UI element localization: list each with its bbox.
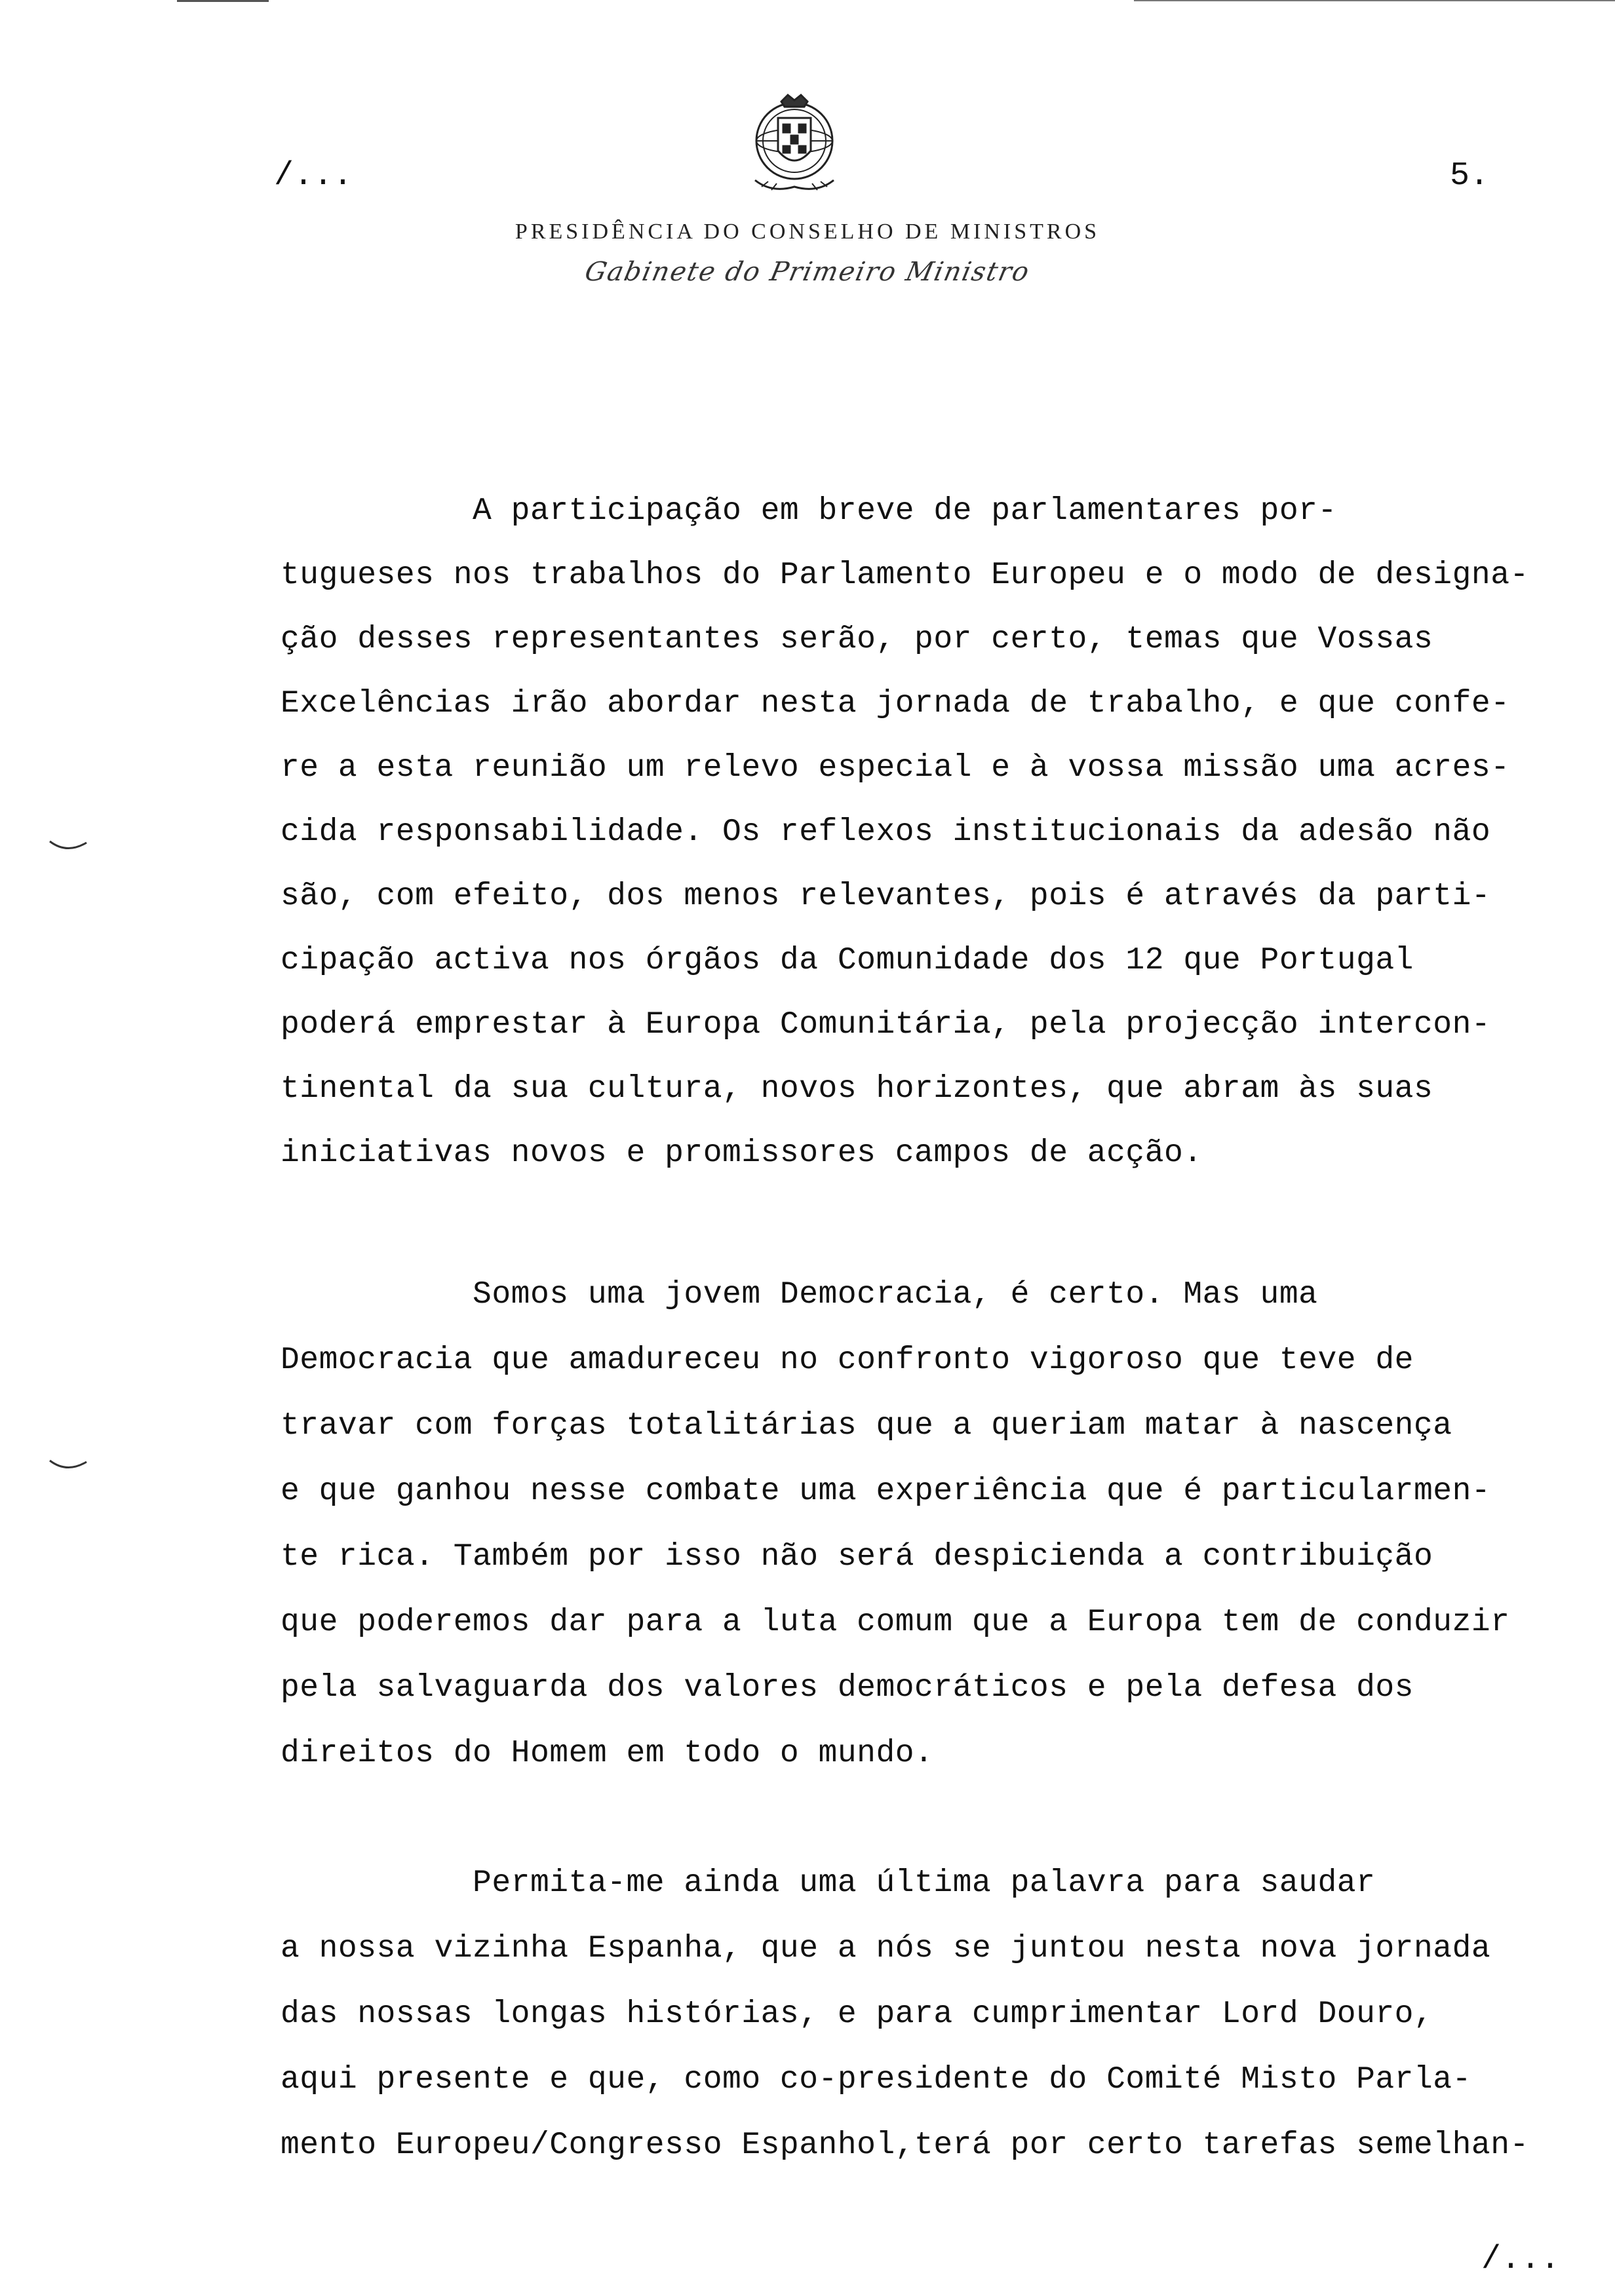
text-line: e que ganhou nesse combate uma experiência que é particularmen- (281, 1474, 1491, 1509)
text-line: iniciativas novos e promissores campos de acção. (281, 1136, 1203, 1171)
page-number: 5. (1450, 157, 1490, 195)
text-line: pela salvaguarda dos valores democráticos e pela defesa dos (281, 1670, 1414, 1706)
text-line: tinental da sua cultura, novos horizontes, que abram às suas (281, 1071, 1433, 1107)
text-line: ção desses representantes serão, por certo, temas que Vossas (281, 622, 1433, 657)
scan-edge-line (177, 0, 269, 2)
text-line: poderá emprestar à Europa Comunitária, pela projecção intercon- (281, 1007, 1491, 1043)
coat-of-arms-icon (732, 88, 857, 206)
text-line: tugueses nos trabalhos do Parlamento Europeu e o modo de designa- (281, 558, 1529, 593)
text-line: direitos do Homem em todo o mundo. (281, 1736, 934, 1771)
text-line: aqui presente e que, como co-presidente do Comité Misto Parla- (281, 2062, 1471, 2097)
text-line: cida responsabilidade. Os reflexos institucionais da adesão não (281, 814, 1491, 850)
text-line: cipação activa nos órgãos da Comunidade dos 12 que Portugal (281, 943, 1414, 978)
text-line: que poderemos dar para a luta comum que a Europa tem de conduzir (281, 1605, 1510, 1640)
text-line: re a esta reunião um relevo especial e à vossa missão uma acres- (281, 750, 1510, 786)
continuation-mark-top: /... (274, 157, 353, 195)
continuation-mark-bottom: /... (1481, 2241, 1561, 2278)
text-line: A participação em breve de parlamentares por- (281, 493, 1337, 529)
text-line: te rica. Também por isso não será despicienda a contribuição (281, 1539, 1433, 1575)
scan-edge-line (1134, 0, 1615, 1)
text-line: são, com efeito, dos menos relevantes, pois é através da parti- (281, 879, 1491, 914)
text-line: Excelências irão abordar nesta jornada de trabalho, e que confe- (281, 686, 1510, 721)
margin-tick-mark (49, 839, 88, 854)
office-subheading: Gabinete do Primeiro Ministro (582, 257, 1033, 287)
text-line: a nossa vizinha Espanha, que a nós se juntou nesta nova jornada (281, 1931, 1491, 1966)
text-line: Somos uma jovem Democracia, é certo. Mas uma (281, 1277, 1318, 1312)
text-line: mento Europeu/Congresso Espanhol,terá por certo tarefas semelhan- (281, 2128, 1529, 2163)
text-line: das nossas longas histórias, e para cumprimentar Lord Douro, (281, 1997, 1433, 2032)
text-line: travar com forças totalitárias que a queriam matar à nascença (281, 1408, 1452, 1444)
text-line: Democracia que amadureceu no confronto vigoroso que teve de (281, 1343, 1414, 1378)
institution-heading: PRESIDÊNCIA DO CONSELHO DE MINISTROS (515, 220, 1100, 244)
text-line: Permita-me ainda uma última palavra para saudar (281, 1866, 1376, 1901)
margin-tick-mark (49, 1458, 88, 1474)
